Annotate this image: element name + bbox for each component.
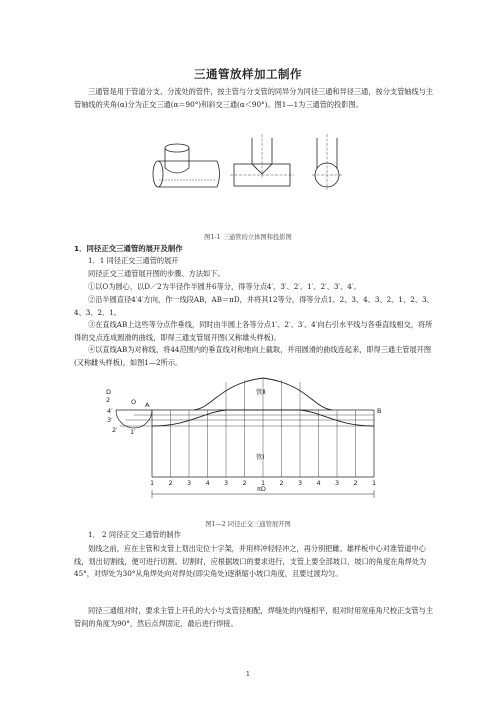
- intro-paragraph: 三通管是用于管道分支、分流处的管件，按主管与分支管的同异分为同径三通和异径三通，按分支管轴线与主管轴线的夹角(α)分为正交三通(α＝90°)和斜交三通(α＜90°)。图1—1为三通管的投影图。: [74, 87, 434, 109]
- label-pipe-2: 管Ⅱ: [256, 388, 266, 396]
- tick-label: 2: [168, 479, 173, 487]
- label-3p: 3′: [107, 416, 113, 424]
- tick-label: 3: [298, 479, 303, 487]
- making-paragraph-1: 划线之前，应在主管和支管上划出定位十字架，并用样冲轻轻冲之，再分别把雌、雄样板中心对准管道中心线，划出切割线，便可进行切割。切割时，应根据坡口的要求进行，支管上要全部坡口，坡口的角度在角焊处为45°，对焊处为30°从角焊处向对焊处(即尖角处)逐渐缩小坡口角度，且要过渡均匀。: [74, 544, 427, 578]
- steps-intro-paragraph: 同径正交三通管展开图的步骤、方法如下。: [88, 269, 225, 278]
- label-o: O: [131, 398, 137, 406]
- tee-side-view: [312, 134, 342, 190]
- label-d: D: [106, 388, 112, 396]
- step-2-paragraph: ②沿半圆直径4′4′方向，作一线段AB，AB＝πD，并将其12等分，得等分点1、2、3、4、3、2、1、2、3、4、3、2、1。: [74, 295, 434, 317]
- page-number: 1: [245, 670, 251, 678]
- tick-label: 1: [150, 479, 155, 487]
- subsection-1-2-heading: 1． 2 同径正交三通管的制作: [88, 530, 181, 539]
- making-paragraph-2: 同径三通组对时，要求主管上开孔的大小与支管径相配，焊缝处的内缝相平，组对时用宽座角尺校正支管与主管间的角度为90°，然后点焊固定，最后进行焊接。: [74, 606, 434, 628]
- label-1p: 1′: [130, 428, 136, 436]
- tick-label: 3: [224, 479, 229, 487]
- step-4-paragraph: ④以直线AB为对称线，将44范围内的垂直线对称地向上截取，并用圆滑的曲线连起来，即得三通主管展开图(又称雌头样板)，如图1—2所示。: [74, 345, 432, 367]
- tick-labels: [150, 479, 376, 487]
- tick-label: 1: [372, 479, 377, 487]
- step-1-paragraph: ①以O为圆心，以D／2为半径作半圆并6等分，得等分点4′、3′、2′、1′、2′、3′、4′。: [88, 282, 361, 291]
- tick-label: 2: [279, 479, 284, 487]
- tee-front-view: [230, 134, 294, 186]
- tick-label: 4: [205, 479, 210, 487]
- label-pipe-1: 管Ⅰ: [256, 453, 265, 461]
- tick-label: 4: [316, 479, 321, 487]
- label-2: 2: [106, 396, 111, 404]
- half-circle: [116, 410, 152, 428]
- figure-1-1-caption: 图1-1 三通管的立体图和投影图: [204, 234, 292, 241]
- label-pi-d: πD: [257, 485, 266, 493]
- tick-label: 1: [261, 479, 266, 487]
- label-2p: 2′: [112, 426, 118, 434]
- tick-label: 3: [187, 479, 192, 487]
- figure-1-2-caption: 图1—2 同径正交三通管展开图: [205, 521, 291, 528]
- figure-1-2: [104, 374, 394, 504]
- tick-label: 2: [242, 479, 247, 487]
- section-1-heading: 1．同径正交三通管的展开及制作: [74, 244, 183, 253]
- tee-isometric: [153, 144, 220, 187]
- page-title: 三通管放样加工制作: [194, 67, 302, 81]
- tick-label: 2: [353, 479, 358, 487]
- step-3-paragraph: ③在直线AB上这些等分点作垂线，同时由半圆上各等分点1′、2′、3′、4′向右引水平线与各垂直线相交，将所得的交点连成圆滑的曲线，即得三通支管展开图(又称雄头样板)。: [74, 320, 433, 342]
- label-4p: 4′: [107, 407, 113, 415]
- label-b: B: [377, 407, 382, 415]
- figure-1-1-projection: [228, 132, 358, 212]
- tick-label: 3: [335, 479, 340, 487]
- subsection-1-1-heading: 1．1 同径正交三通管的展开: [88, 256, 179, 265]
- label-a: A: [145, 401, 150, 409]
